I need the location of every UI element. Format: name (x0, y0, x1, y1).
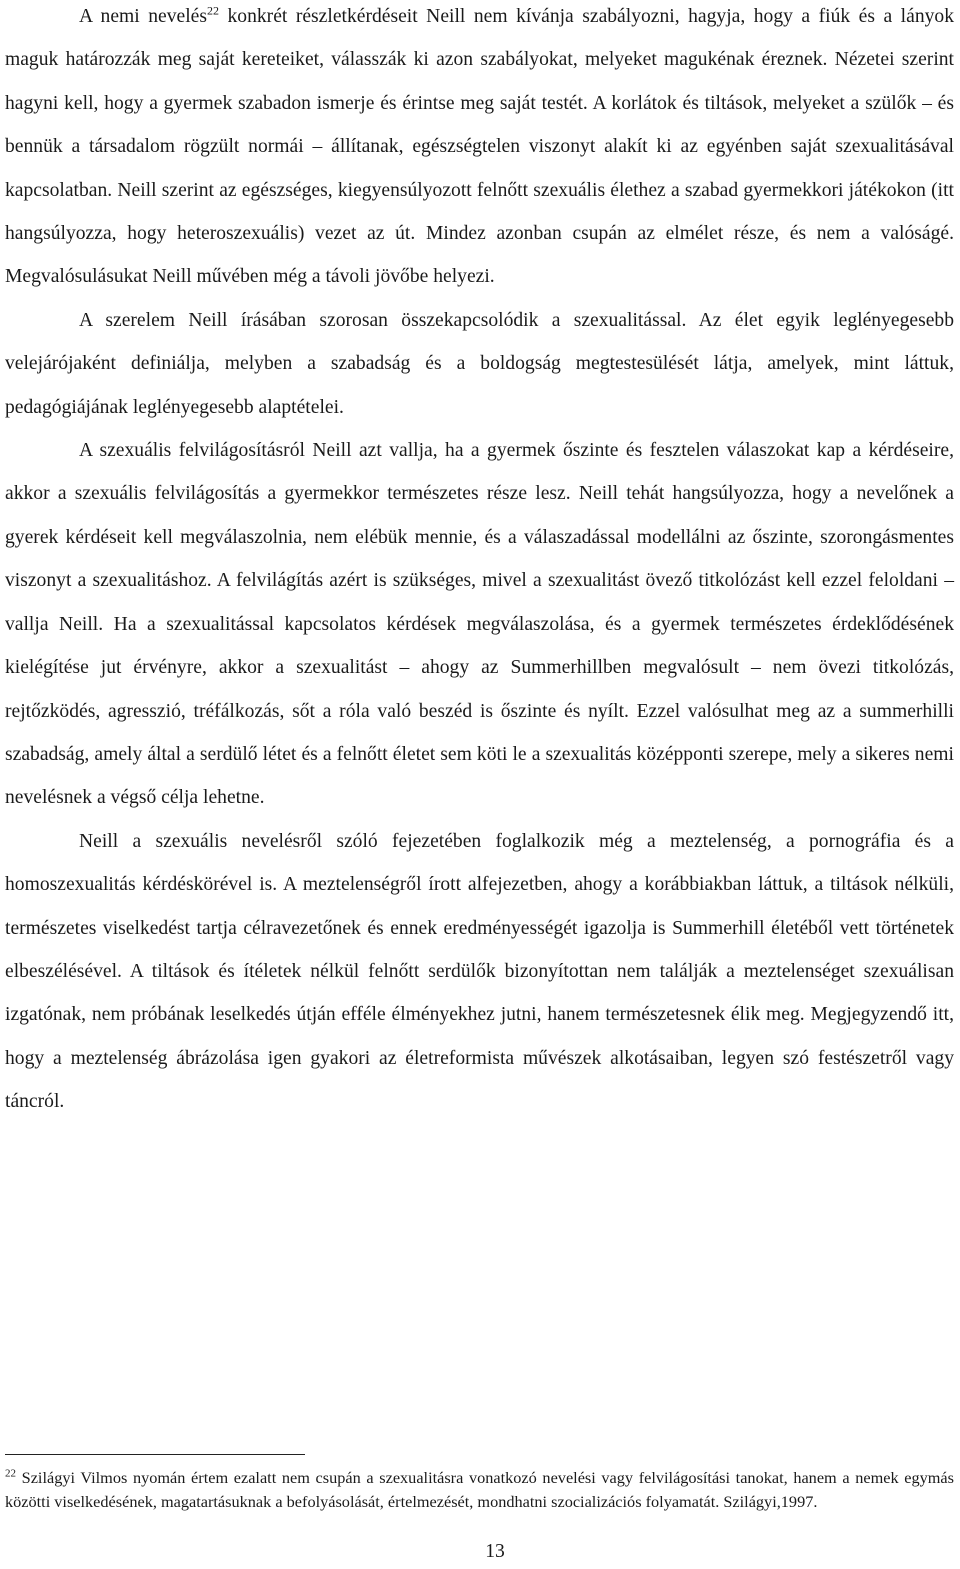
page-number: 13 (485, 1541, 505, 1562)
body-text (5, 0, 954, 1124)
paragraph-text: A nemi nevelés (79, 6, 207, 27)
footnote (5, 1466, 954, 1515)
footnote-separator (5, 1454, 305, 1455)
footnote-paragraph (5, 1466, 954, 1515)
footnote-reference: 22 (207, 3, 219, 18)
paragraph-nemi-neveles (5, 0, 954, 299)
footnote-marker: 22 (5, 1467, 16, 1480)
footnote-text: Szilágyi Vilmos nyomán értem ezalatt nem csupán a szexualitásra vonatkozó nevelési vagy felvilágosítási tanokat, hanem a nemek egymás közötti viselkedésének, magatartásuknak a befolyásolását, értelmezését, mondhatni szocializációs folyamatát. Szilágyi,1997. (5, 1468, 954, 1512)
paragraph-szexualis-felvilagositas: A szexuális felvilágosításról Neill azt vallja, ha a gyermek őszinte és fesztelen válaszokat kap a kérdéseire, akkor a szexuális felvilágosítás a gyermekkor természetes része lesz. Neill tehát hangsúlyozza, hogy a nevelőnek a gyerek kérdéseit kell megválaszolnia, nem elébük mennie, és a válaszadással modellálni az őszinte, szorongásmentes viszonyt a szexualitáshoz. A felvilágítás azért is szükséges, mivel a szexualitást övező titkolózást kell ezzel feloldani – vallja Neill. Ha a szexualitással kapcsolatos kérdések megválaszolása, és a gyermek természetes érdeklődésének kielégítése jut érvényre, akkor a szexualitást – ahogy az Summerhillben megvalósult – nem övezi titkolózás, rejtőzködés, agresszió, tréfálkozás, sőt a róla való beszéd is őszinte és nyílt. Ezzel valósulhat meg az a summerhilli szabadság, amely által a serdülő létet és a felnőtt életet sem köti le a szexualitás középponti szerepe, mely a sikeres nemi nevelésnek a végső célja lehetne. (5, 440, 954, 809)
paragraph-szerelem: A szerelem Neill írásában szorosan összekapcsolódik a szexualitással. Az élet egyik leglényegesebb velejárójaként definiálja, melyben a szabadság és a boldogság megtestesülését látja, amelyek, mint láttuk, pedagógiájának leglényegesebb alaptételei. (5, 309, 954, 418)
paragraph-meztelenseg: Neill a szexuális nevelésről szóló fejezetében foglalkozik még a meztelenség, a pornográfia és a homoszexualitás kérdéskörével is. A meztelenségről írott alfejezetben, ahogy a korábbiakban láttuk, a tiltások nélküli, természetes viselkedést tartja célravezetőnek és ennek eredményességét igazolja is Summerhill életéből vett történetek elbeszélésével. A tiltások és ítéletek nélkül felnőtt serdülők bizonyítottan nem találják a meztelenséget szexuálisan izgatónak, nem próbának leselkedés útján efféle élményekhez jutni, hanem természetesnek élik meg. Megjegyzendő itt, hogy a meztelenség ábrázolása igen gyakori az életreformista művészek alkotásaiban, legyen szó festészetről vagy táncról. (5, 830, 954, 1113)
paragraph-text: konkrét részletkérdéseit Neill nem kívánja szabályozni, hagyja, hogy a fiúk és a lányok maguk határozzák meg saját kereteiket, válasszák ki azon szabályokat, melyeket magukénak éreznek. Nézetei szerint hagyni kell, hogy a gyermek szabadon ismerje és érintse meg saját testét. A korlátok és tiltások, melyeket a szülők – és bennük a társadalom rögzült normái – állítanak, egészségtelen viszonyt alakít ki az egyénben saját szexualitásával kapcsolatban. Neill szerint az egészséges, kiegyensúlyozott felnőtt szexuális élethez a szabad gyermekkori játékokon (itt hangsúlyozza, hogy heteroszexuális) vezet az út. Mindez azonban csupán az elmélet része, és nem a valóságé. Megvalósulásukat Neill művében még a távoli jövőbe helyezi. (5, 6, 955, 288)
